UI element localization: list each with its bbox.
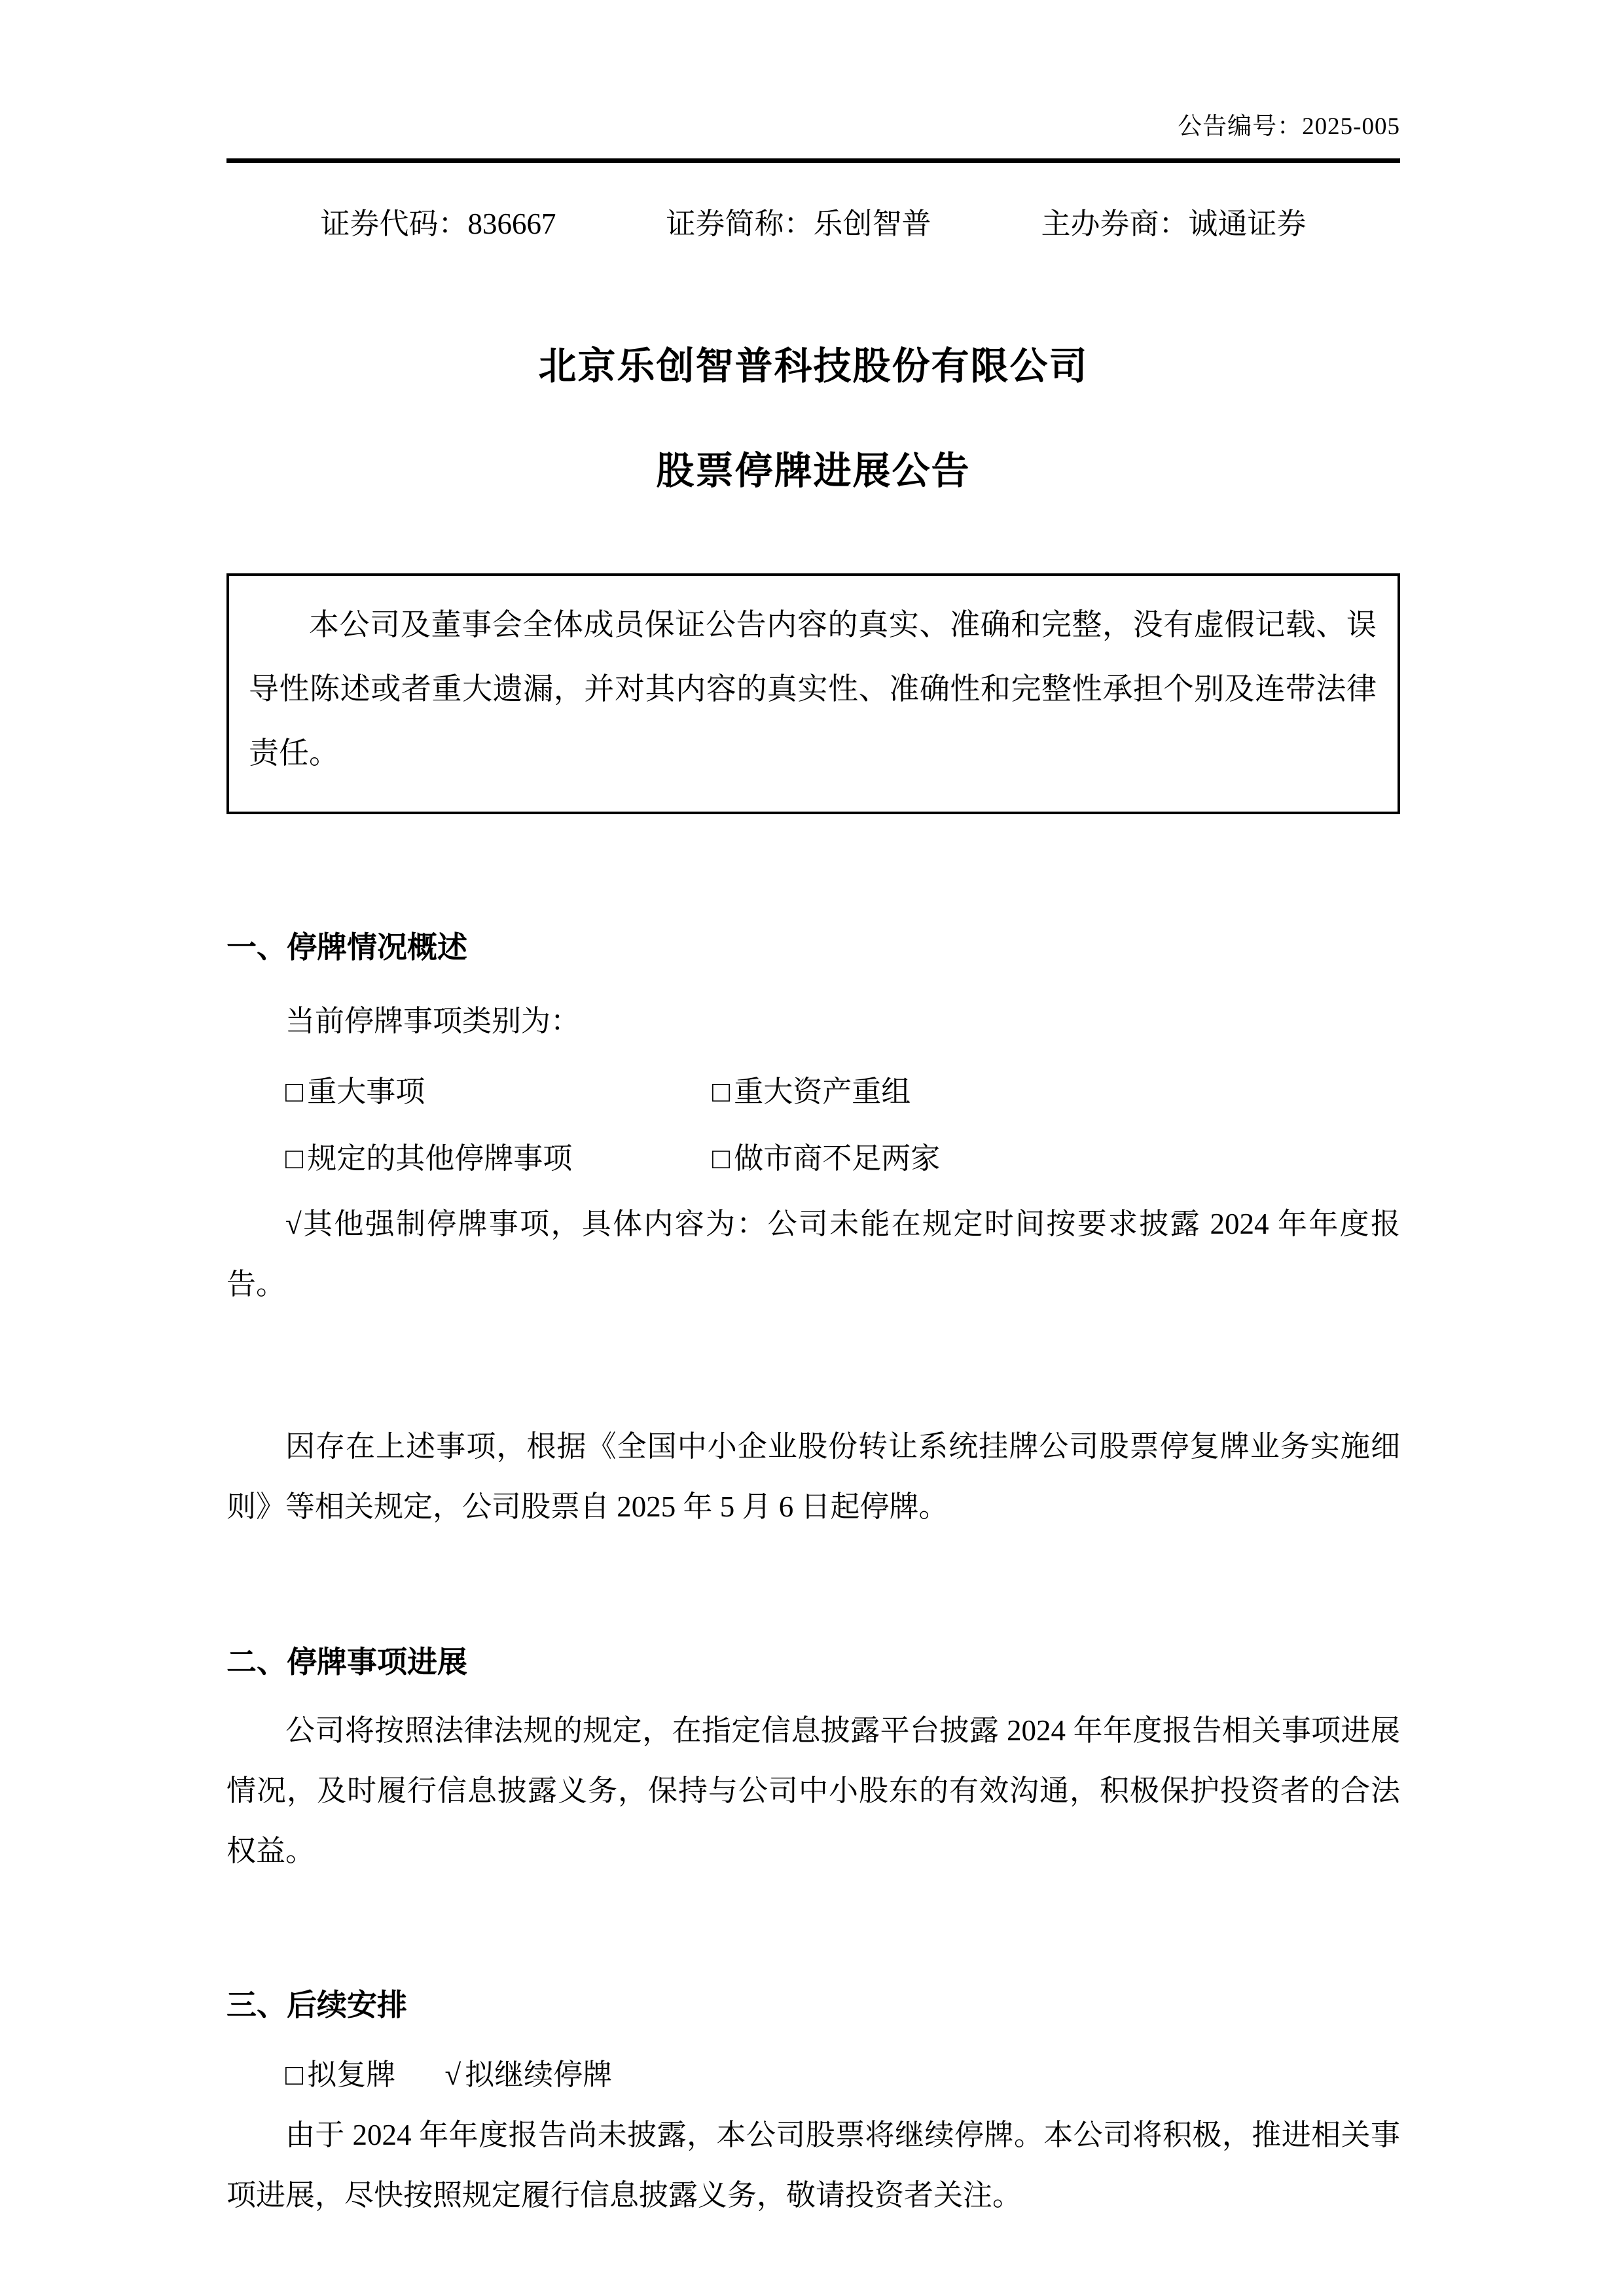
option-other-prescribed-matters-label: 规定的其他停牌事项: [307, 1142, 573, 1175]
follow-up-options: [285, 2045, 1400, 2105]
section-2-heading: 二、停牌事项进展: [226, 1645, 467, 1679]
checkbox-insufficient-market-makers: □: [712, 1142, 731, 1175]
stock-short-name-field: 证券简称：乐创智普: [666, 207, 931, 240]
suspension-category-options: [285, 1062, 1400, 1189]
option-plan-continue-suspension: [444, 2058, 612, 2091]
board-disclaimer-text: 本公司及董事会全体成员保证公告内容的真实、准确和完整，没有虚假记载、误导性陈述或者重大遗漏，并对其内容的真实性、准确性和完整性承担个别及连带法律责任。: [249, 608, 1377, 770]
option-insufficient-market-makers-label: 做市商不足两家: [734, 1142, 941, 1175]
checkbox-major-event: □: [285, 1075, 304, 1108]
progress-paragraph: 公司将按照法律法规的规定，在指定信息披露平台披露 2024 年年度报告相关事项进展情况，及时履行信息披露义务，保持与公司中小股东的有效沟通，积极保护投资者的合法权益。: [226, 1714, 1400, 1867]
option-major-event-label: 重大事项: [307, 1075, 425, 1108]
company-name-title: 北京乐创智普科技股份有限公司: [538, 345, 1089, 387]
checkbox-major-asset-restructuring: □: [712, 1075, 731, 1108]
option-plan-continue-suspension-label: 拟继续停牌: [465, 2058, 613, 2091]
section-3-heading: 三、后续安排: [226, 1988, 407, 2022]
follow-up-paragraph: 由于 2024 年年度报告尚未披露，本公司股票将继续停牌。本公司将积极，推进相关事项进展，尽快按照规定履行信息披露义务，敬请投资者关注。: [226, 2119, 1400, 2212]
suspension-basis-paragraph: 因存在上述事项，根据《全国中小企业股份转让系统挂牌公司股票停复牌业务实施细则》等相关规定，公司股票自 2025 年 5 月 6 日起停牌。: [226, 1430, 1400, 1523]
option-major-asset-restructuring-label: 重大资产重组: [734, 1075, 911, 1108]
sponsor-broker-field: 主办券商：诚通证券: [1041, 207, 1307, 240]
checkbox-other-prescribed-matters: □: [285, 1142, 304, 1175]
securities-header-row: [226, 200, 1400, 242]
selected-suspension-type-line: [226, 1194, 1400, 1314]
checkmark-other-mandatory-suspension: √: [285, 1208, 302, 1240]
option-major-event: [285, 1062, 712, 1122]
option-plan-resume: [285, 2058, 403, 2091]
stock-code-field: 证券代码：836667: [320, 207, 556, 240]
announcement-subject-title: 股票停牌进展公告: [656, 450, 971, 492]
selected-suspension-type-text: 其他强制停牌事项，具体内容为：公司未能在规定时间按要求披露 2024 年年度报告。: [226, 1208, 1400, 1300]
section-1-heading: 一、停牌情况概述: [226, 930, 467, 964]
option-insufficient-market-makers: [712, 1128, 1400, 1189]
checkbox-plan-resume: □: [285, 2058, 304, 2091]
option-major-asset-restructuring: [712, 1062, 1400, 1122]
header-divider-rule: [226, 158, 1400, 163]
checkmark-plan-continue-suspension: √: [444, 2058, 461, 2091]
announcement-number: 公告编号：2025-005: [1178, 113, 1400, 140]
option-plan-resume-label: 拟复牌: [307, 2058, 396, 2091]
option-other-prescribed-matters: [285, 1128, 712, 1189]
suspension-category-intro: 当前停牌事项类别为：: [285, 1005, 581, 1037]
board-disclaimer-box: [226, 573, 1400, 814]
